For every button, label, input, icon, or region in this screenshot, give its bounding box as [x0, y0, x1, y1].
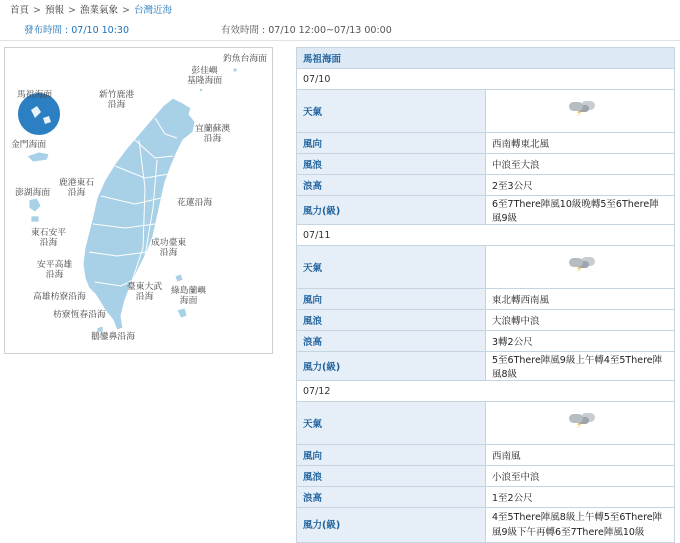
wave-label: 風浪	[297, 310, 486, 331]
region-label-lukang[interactable]: 鹿港東石 沿海	[59, 178, 95, 198]
published-time: 發布時間 : 07/10 10:30	[24, 25, 130, 36]
region-label-yilan[interactable]: 宜蘭蘇澳 沿海	[195, 124, 231, 144]
region-label-hualien[interactable]: 花蓮沿海	[177, 198, 213, 208]
breadcrumb-current: 台灣近海	[133, 5, 172, 16]
region-label-hsinchu[interactable]: 新竹鹿港 沿海	[99, 90, 135, 110]
region-label-kinmen[interactable]: 金門海面	[11, 140, 47, 150]
breadcrumb	[10, 4, 172, 18]
wind-direction-label: 風向	[297, 133, 486, 154]
wind-force-label: 風力(級)	[297, 352, 486, 381]
weather-label: 天氣	[297, 402, 486, 445]
region-label-chenggong[interactable]: 成功臺東 沿海	[151, 238, 187, 258]
wave-value: 小浪至中浪	[486, 466, 675, 487]
wave-value: 大浪轉中浪	[486, 310, 675, 331]
greenisland-island[interactable]	[175, 274, 183, 282]
forecast-date: 07/12	[297, 381, 675, 402]
wind-direction-value: 東北轉西南風	[486, 289, 675, 310]
region-label-matsu[interactable]: 馬祖海面	[17, 90, 53, 100]
wave-height-label: 浪高	[297, 175, 486, 196]
region-label-taitung[interactable]: 臺東大武 沿海	[127, 282, 163, 302]
forecast-table	[296, 47, 675, 543]
wave-height-value: 1至2公尺	[486, 487, 675, 508]
region-label-pengjia[interactable]: 彭佳嶼 基隆海面	[187, 66, 223, 86]
kinmen-island[interactable]	[27, 152, 49, 162]
penghu-island[interactable]	[29, 198, 41, 212]
breadcrumb-separator: >	[68, 5, 76, 16]
region-label-penghu[interactable]: 澎湖海面	[15, 188, 51, 198]
wave-height-label: 浪高	[297, 331, 486, 352]
thunderstorm-rain-cloud-icon	[567, 100, 593, 122]
region-label-fugui[interactable]: 釣魚台海面	[223, 54, 267, 64]
breadcrumb-fishery-link[interactable]: 漁業氣象	[79, 5, 118, 16]
weather-label: 天氣	[297, 246, 486, 289]
wave-value: 中浪至大浪	[486, 154, 675, 175]
region-label-kaohsiung[interactable]: 高雄枋寮沿海	[33, 292, 86, 302]
wind-force-label: 風力(級)	[297, 196, 486, 225]
divider	[0, 40, 680, 41]
forecast-date: 07/11	[297, 225, 675, 246]
wind-direction-value: 西南風	[486, 445, 675, 466]
wind-force-value: 5至6There陣風9級上午轉4至5There陣風8級	[486, 352, 675, 381]
time-info-bar	[0, 24, 680, 38]
region-label-dongshi[interactable]: 東石安平 沿海	[31, 228, 67, 248]
wind-force-value: 6至7There陣風10級晚轉5至6There陣風9級	[486, 196, 675, 225]
penghu-island-2[interactable]	[31, 216, 39, 222]
thunderstorm-rain-cloud-icon	[567, 412, 593, 434]
wind-force-value: 4至5There陣風8級上午轉5至6There陣風9級下午再轉6至7There陣風10級	[486, 508, 675, 543]
region-label-greenisland[interactable]: 綠島蘭嶼 海面	[171, 286, 207, 306]
region-map	[4, 47, 273, 354]
valid-time: 有效時間 : 07/10 12:00~07/13 00:00	[221, 25, 392, 36]
region-label-fangliao[interactable]: 枋寮恆春沿海	[53, 310, 106, 320]
wave-label: 風浪	[297, 466, 486, 487]
wind-force-label: 風力(級)	[297, 508, 486, 543]
pengjia-island[interactable]	[199, 88, 202, 91]
breadcrumb-forecast-link[interactable]: 預報	[44, 5, 64, 16]
thunderstorm-rain-cloud-icon	[567, 256, 593, 278]
wind-direction-value: 西南轉東北風	[486, 133, 675, 154]
wind-direction-label: 風向	[297, 445, 486, 466]
forecast-date: 07/10	[297, 69, 675, 90]
weather-cell	[486, 402, 675, 445]
weather-cell	[486, 246, 675, 289]
lanyu-island[interactable]	[177, 308, 187, 318]
weather-cell	[486, 90, 675, 133]
wave-height-label: 浪高	[297, 487, 486, 508]
area-title: 馬祖海面	[297, 48, 675, 69]
fugui-island[interactable]	[233, 68, 237, 72]
breadcrumb-home-link[interactable]: 首頁	[10, 5, 30, 16]
breadcrumb-separator: >	[121, 5, 130, 16]
wind-direction-label: 風向	[297, 289, 486, 310]
wave-height-value: 3轉2公尺	[486, 331, 675, 352]
weather-label: 天氣	[297, 90, 486, 133]
region-label-anping[interactable]: 安平高雄 沿海	[37, 260, 73, 280]
wave-height-value: 2至3公尺	[486, 175, 675, 196]
wave-label: 風浪	[297, 154, 486, 175]
region-label-eluanbi[interactable]: 鵝鑾鼻沿海	[91, 332, 135, 342]
breadcrumb-separator: >	[33, 5, 41, 16]
